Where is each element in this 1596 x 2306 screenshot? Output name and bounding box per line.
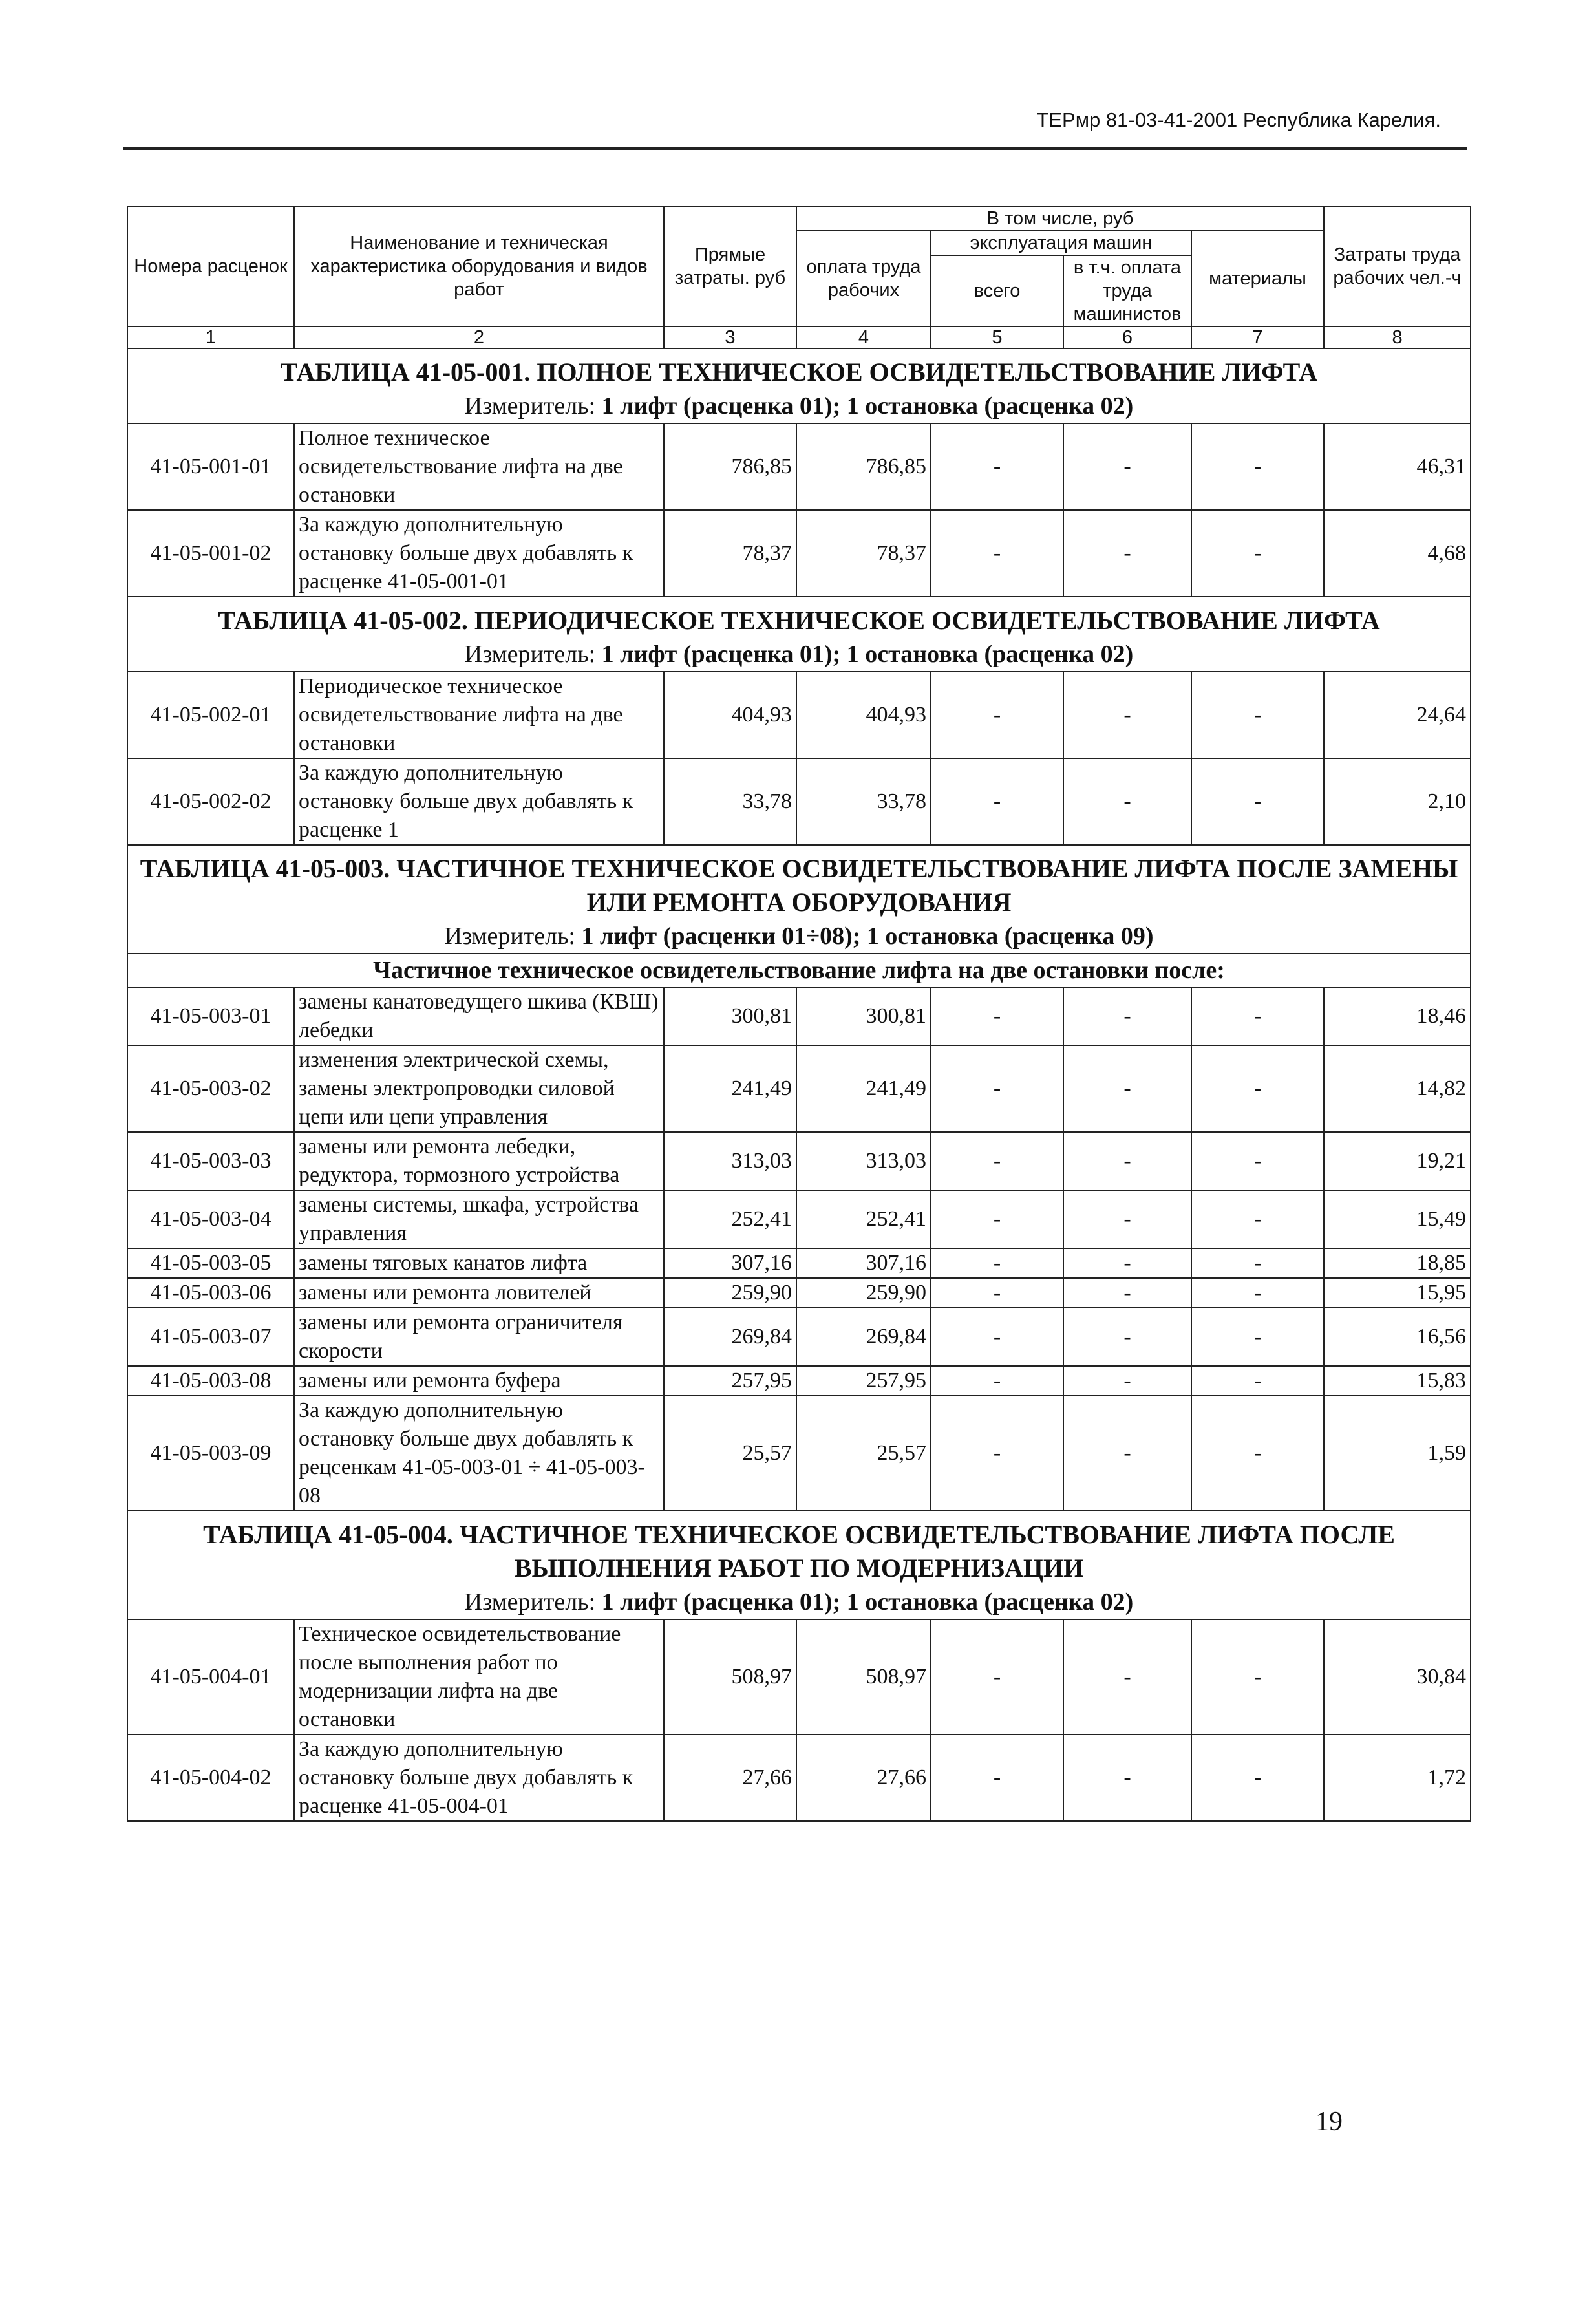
direct-cost-cell: 27,66 [664,1735,796,1821]
meter-value: 1 лифт (расценка 01); 1 остановка (расценка 02) [601,641,1134,668]
machinist-pay-cell: - [1063,1366,1191,1396]
work-name-cell: замены канатоведущего шкива (КВШ) лебедки [294,987,664,1045]
labor-pay-cell: 313,03 [796,1132,931,1190]
column-number: 4 [796,326,931,348]
labor-hours-cell: 14,82 [1324,1045,1471,1132]
machines-cost-cell: - [931,510,1063,597]
materials-cost-cell: - [1191,1248,1324,1278]
meter-value: 1 лифт (расценка 01); 1 остановка (расценка 02) [601,392,1134,420]
meter-value: 1 лифт (расценка 01); 1 остановка (расценка 02) [601,1588,1134,1616]
table-row [127,672,1471,758]
table-row [127,1248,1471,1278]
rate-code-cell: 41-05-001-01 [127,423,294,510]
labor-pay-cell: 259,90 [796,1278,931,1308]
meter-label: Измеритель: [444,923,575,950]
materials-cost-cell: - [1191,1045,1324,1132]
labor-pay-cell: 257,95 [796,1366,931,1396]
table-title: ТАБЛИЦА 41-05-001. ПОЛНОЕ ТЕХНИЧЕСКОЕ ОСВИДЕТЕЛЬСТВОВАНИЕ ЛИФТА [127,348,1471,389]
direct-cost-cell: 252,41 [664,1190,796,1248]
work-name-cell: За каждую дополнительную остановку больше двух добавлять к расценке 41-05-001-01 [294,510,664,597]
labor-hours-cell: 18,46 [1324,987,1471,1045]
rate-code-cell: 41-05-003-07 [127,1308,294,1366]
column-number: 5 [931,326,1063,348]
machinist-pay-cell: - [1063,1735,1191,1821]
rate-code-cell: 41-05-003-09 [127,1396,294,1511]
materials-cost-cell: - [1191,1735,1324,1821]
rate-code-cell: 41-05-003-06 [127,1278,294,1308]
col-header-materials: материалы [1191,231,1324,326]
labor-hours-cell: 16,56 [1324,1308,1471,1366]
table-header [127,206,1471,348]
machines-cost-cell: - [931,1308,1063,1366]
table-row [127,1366,1471,1396]
col-header-labor: оплата труда рабочих [796,231,931,326]
table-row [127,1045,1471,1132]
labor-hours-cell: 4,68 [1324,510,1471,597]
meter-row [127,389,1471,423]
materials-cost-cell: - [1191,1619,1324,1735]
work-name-cell: Периодическое техническое освидетельствование лифта на две остановки [294,672,664,758]
table-title: ТАБЛИЦА 41-05-002. ПЕРИОДИЧЕСКОЕ ТЕХНИЧЕСКОЕ ОСВИДЕТЕЛЬСТВОВАНИЕ ЛИФТА [127,597,1471,637]
rate-code-cell: 41-05-003-08 [127,1366,294,1396]
col-header-direct: Прямые затраты. руб [664,206,796,326]
machinist-pay-cell: - [1063,1190,1191,1248]
table-row [127,1278,1471,1308]
machinist-pay-cell: - [1063,1045,1191,1132]
col-header-machines-total: всего [931,255,1063,326]
labor-pay-cell: 307,16 [796,1248,931,1278]
rates-table [127,206,1471,1822]
machinist-pay-cell: - [1063,1248,1191,1278]
work-name-cell: замены или ремонта ограничителя скорости [294,1308,664,1366]
rate-code-cell: 41-05-003-05 [127,1248,294,1278]
labor-hours-cell: 15,49 [1324,1190,1471,1248]
labor-hours-cell: 30,84 [1324,1619,1471,1735]
labor-hours-cell: 1,59 [1324,1396,1471,1511]
rate-code-cell: 41-05-004-01 [127,1619,294,1735]
table-row [127,1190,1471,1248]
table-row [127,510,1471,597]
column-number: 8 [1324,326,1471,348]
machinist-pay-cell: - [1063,987,1191,1045]
materials-cost-cell: - [1191,1132,1324,1190]
header-rule [123,147,1467,150]
meter-row [127,919,1471,954]
col-header-machines: эксплуатация машин [931,231,1191,255]
machines-cost-cell: - [931,423,1063,510]
machinist-pay-cell: - [1063,758,1191,845]
table-title: ТАБЛИЦА 41-05-004. ЧАСТИЧНОЕ ТЕХНИЧЕСКОЕ ОСВИДЕТЕЛЬСТВОВАНИЕ ЛИФТА ПОСЛЕ ВЫПОЛНЕНИЯ РАБОТ ПО МОДЕРНИЗАЦИИ [127,1511,1471,1585]
table-row [127,1619,1471,1735]
work-name-cell: За каждую дополнительную остановку больше двух добавлять к расценке 1 [294,758,664,845]
materials-cost-cell: - [1191,510,1324,597]
labor-pay-cell: 33,78 [796,758,931,845]
machines-cost-cell: - [931,1045,1063,1132]
meter-label: Измеритель: [464,641,596,668]
col-header-code: Номера расценок [127,206,294,326]
table-title: ТАБЛИЦА 41-05-003. ЧАСТИЧНОЕ ТЕХНИЧЕСКОЕ ОСВИДЕТЕЛЬСТВОВАНИЕ ЛИФТА ПОСЛЕ ЗАМЕНЫ ИЛИ РЕМОНТА ОБОРУДОВАНИЯ [127,845,1471,919]
labor-pay-cell: 241,49 [796,1045,931,1132]
machines-cost-cell: - [931,1248,1063,1278]
subheading-row [127,954,1471,987]
labor-hours-cell: 46,31 [1324,423,1471,510]
machinist-pay-cell: - [1063,1396,1191,1511]
labor-hours-cell: 15,83 [1324,1366,1471,1396]
machines-cost-cell: - [931,1132,1063,1190]
machines-cost-cell: - [931,1735,1063,1821]
labor-pay-cell: 269,84 [796,1308,931,1366]
table-title-row [127,845,1471,919]
direct-cost-cell: 300,81 [664,987,796,1045]
labor-hours-cell: 1,72 [1324,1735,1471,1821]
machinist-pay-cell: - [1063,1308,1191,1366]
meter-row [127,1585,1471,1619]
labor-hours-cell: 18,85 [1324,1248,1471,1278]
rate-code-cell: 41-05-003-04 [127,1190,294,1248]
table-row [127,1132,1471,1190]
column-number: 2 [294,326,664,348]
labor-pay-cell: 252,41 [796,1190,931,1248]
col-header-including: В том числе, руб [796,206,1324,231]
meter-cell [127,919,1471,954]
table-row [127,987,1471,1045]
meter-cell [127,637,1471,672]
direct-cost-cell: 313,03 [664,1132,796,1190]
column-number: 6 [1063,326,1191,348]
work-name-cell: замены или ремонта лебедки, редуктора, тормозного устройства [294,1132,664,1190]
work-name-cell: За каждую дополнительную остановку больше двух добавлять к рецсенкам 41-05-003-01 ÷ 41-05-003-08 [294,1396,664,1511]
direct-cost-cell: 269,84 [664,1308,796,1366]
meter-row [127,637,1471,672]
materials-cost-cell: - [1191,987,1324,1045]
machines-cost-cell: - [931,987,1063,1045]
machinist-pay-cell: - [1063,510,1191,597]
work-name-cell: За каждую дополнительную остановку больше двух добавлять к расценке 41-05-004-01 [294,1735,664,1821]
labor-hours-cell: 15,95 [1324,1278,1471,1308]
direct-cost-cell: 257,95 [664,1366,796,1396]
running-header: ТЕРмр 81-03-41-2001 Республика Карелия. [1036,109,1441,131]
work-name-cell: изменения электрической схемы, замены электропроводки силовой цепи или цепи управления [294,1045,664,1132]
machinist-pay-cell: - [1063,423,1191,510]
col-header-name: Наименование и техническая характеристика оборудования и видов работ [294,206,664,326]
column-number: 1 [127,326,294,348]
table-row [127,1396,1471,1511]
work-name-cell: замены или ремонта ловителей [294,1278,664,1308]
table-body [127,348,1471,1821]
table-row [127,1735,1471,1821]
direct-cost-cell: 241,49 [664,1045,796,1132]
labor-pay-cell: 78,37 [796,510,931,597]
materials-cost-cell: - [1191,1308,1324,1366]
column-numbers-row [127,326,1471,348]
direct-cost-cell: 508,97 [664,1619,796,1735]
machinist-pay-cell: - [1063,1619,1191,1735]
table-row [127,758,1471,845]
direct-cost-cell: 25,57 [664,1396,796,1511]
rate-code-cell: 41-05-002-01 [127,672,294,758]
meter-cell [127,1585,1471,1619]
labor-pay-cell: 404,93 [796,672,931,758]
direct-cost-cell: 259,90 [664,1278,796,1308]
materials-cost-cell: - [1191,672,1324,758]
direct-cost-cell: 404,93 [664,672,796,758]
column-number: 3 [664,326,796,348]
machinist-pay-cell: - [1063,1278,1191,1308]
table-title-row [127,597,1471,637]
machines-cost-cell: - [931,672,1063,758]
machines-cost-cell: - [931,1366,1063,1396]
materials-cost-cell: - [1191,1396,1324,1511]
labor-pay-cell: 27,66 [796,1735,931,1821]
subheading: Частичное техническое освидетельствование лифта на две остановки после: [127,954,1471,987]
labor-hours-cell: 19,21 [1324,1132,1471,1190]
table-row [127,1308,1471,1366]
direct-cost-cell: 307,16 [664,1248,796,1278]
direct-cost-cell: 78,37 [664,510,796,597]
machines-cost-cell: - [931,758,1063,845]
rate-code-cell: 41-05-002-02 [127,758,294,845]
labor-pay-cell: 786,85 [796,423,931,510]
labor-pay-cell: 300,81 [796,987,931,1045]
rate-code-cell: 41-05-004-02 [127,1735,294,1821]
labor-hours-cell: 24,64 [1324,672,1471,758]
direct-cost-cell: 33,78 [664,758,796,845]
materials-cost-cell: - [1191,758,1324,845]
rate-code-cell: 41-05-001-02 [127,510,294,597]
rate-code-cell: 41-05-003-01 [127,987,294,1045]
table-title-row [127,348,1471,389]
machines-cost-cell: - [931,1619,1063,1735]
table-row [127,423,1471,510]
machines-cost-cell: - [931,1396,1063,1511]
materials-cost-cell: - [1191,1190,1324,1248]
work-name-cell: Техническое освидетельствование после выполнения работ по модернизации лифта на две остановки [294,1619,664,1735]
labor-pay-cell: 508,97 [796,1619,931,1735]
meter-label: Измеритель: [464,1588,596,1616]
table-title-row [127,1511,1471,1585]
direct-cost-cell: 786,85 [664,423,796,510]
col-header-labor-hours: Затраты труда рабочих чел.-ч [1324,206,1471,326]
materials-cost-cell: - [1191,1366,1324,1396]
meter-cell [127,389,1471,423]
work-name-cell: Полное техническое освидетельствование лифта на две остановки [294,423,664,510]
labor-hours-cell: 2,10 [1324,758,1471,845]
labor-pay-cell: 25,57 [796,1396,931,1511]
work-name-cell: замены системы, шкафа, устройства управления [294,1190,664,1248]
materials-cost-cell: - [1191,1278,1324,1308]
column-number: 7 [1191,326,1324,348]
materials-cost-cell: - [1191,423,1324,510]
meter-value: 1 лифт (расценки 01÷08); 1 остановка (расценка 09) [581,923,1154,950]
machines-cost-cell: - [931,1190,1063,1248]
machinist-pay-cell: - [1063,1132,1191,1190]
work-name-cell: замены тяговых канатов лифта [294,1248,664,1278]
work-name-cell: замены или ремонта буфера [294,1366,664,1396]
machines-cost-cell: - [931,1278,1063,1308]
rate-code-cell: 41-05-003-02 [127,1045,294,1132]
meter-label: Измеритель: [464,392,596,420]
rate-code-cell: 41-05-003-03 [127,1132,294,1190]
machinist-pay-cell: - [1063,672,1191,758]
page-number: 19 [1315,2107,1343,2137]
col-header-machinist-pay: в т.ч. оплата труда машинистов [1063,255,1191,326]
